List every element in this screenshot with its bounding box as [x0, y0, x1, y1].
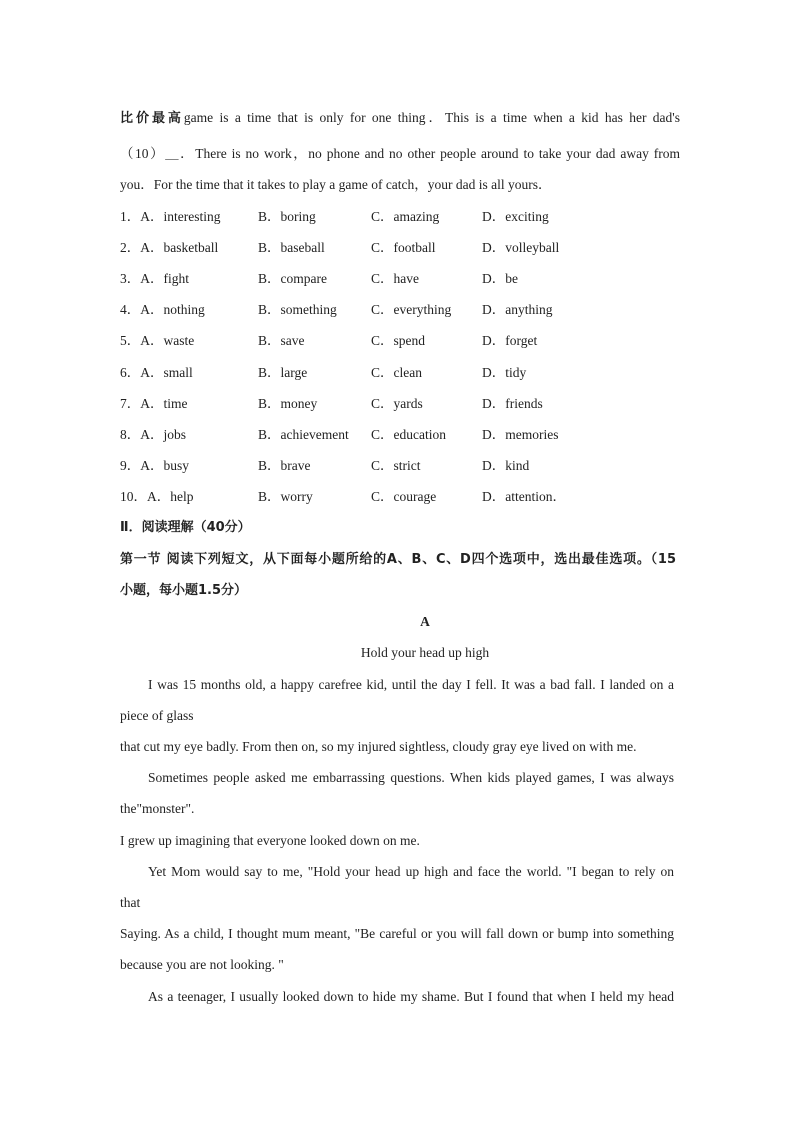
option-b: B．something [258, 302, 337, 317]
intro-bold-prefix: 比价最高 [120, 111, 184, 126]
option-a: 8．A．jobs [120, 427, 187, 442]
passage-line: the"monster". [120, 801, 195, 816]
option-b: B．large [258, 365, 308, 380]
option-d: D．exciting [482, 209, 549, 224]
passage-line: that cut my eye badly. From then on, so my injured sightless, cloudy gray eye lived on with me. [120, 739, 637, 754]
option-d: D．friends [482, 396, 543, 411]
option-c: C．have [371, 271, 419, 286]
option-a: 5．A．waste [120, 333, 195, 348]
option-b: B．brave [258, 458, 311, 473]
option-c: C．spend [371, 333, 425, 348]
option-d: D．kind [482, 458, 530, 473]
option-a: 6．A．small [120, 365, 193, 380]
option-a: 9．A．busy [120, 458, 190, 473]
passage-line: piece of glass [120, 708, 194, 723]
passage-line: because you are not looking. " [120, 957, 284, 972]
option-b: B．save [258, 333, 305, 348]
option-c: C．yards [371, 396, 423, 411]
option-b: B．compare [258, 271, 327, 286]
option-b: B．baseball [258, 240, 325, 255]
option-c: C．clean [371, 365, 422, 380]
intro-line-1 [120, 109, 680, 128]
option-c: C．courage [371, 489, 437, 504]
passage-label: A [420, 614, 430, 629]
option-c: C．amazing [371, 209, 440, 224]
passage-line: Yet Mom would say to me, "Hold your head up high and face the world. "I began to rely on [148, 864, 674, 879]
option-row [120, 270, 680, 288]
option-row [120, 301, 680, 319]
option-d: D．anything [482, 302, 553, 317]
passage-line: that [120, 895, 141, 910]
intro-line-3: you．For the time that it takes to play a game of catch，your dad is all yours． [120, 177, 552, 192]
option-row [120, 364, 680, 382]
option-a: 3．A．fight [120, 271, 189, 286]
option-b: B．money [258, 396, 318, 411]
passage-line: As a teenager, I usually looked down to hide my shame. But I found that when I held my head [148, 989, 674, 1004]
section-instruction-line-2: 小题，每小题1.5分） [120, 583, 248, 598]
option-row [120, 426, 680, 444]
option-b: B．worry [258, 489, 313, 504]
option-row [120, 332, 680, 350]
option-d: D．memories [482, 427, 559, 442]
option-d: D．volleyball [482, 240, 560, 255]
option-d: D．forget [482, 333, 538, 348]
option-b: B．boring [258, 209, 316, 224]
option-a: 2．A．basketball [120, 240, 219, 255]
section-instruction-line-1: 第一节 阅读下列短文，从下面每小题所给的A、B、C、D四个选项中，选出最佳选项。（15 [120, 552, 676, 567]
option-d: D．tidy [482, 365, 527, 380]
option-c: C．football [371, 240, 436, 255]
option-a: 4．A．nothing [120, 302, 205, 317]
option-a: 7．A．time [120, 396, 188, 411]
option-d: D．be [482, 271, 518, 286]
option-b: B．achievement [258, 427, 349, 442]
option-d: D．attention． [482, 489, 566, 504]
passage-line: Saying. As a child, I thought mum meant, "Be careful or you will fall down or bump into something [120, 926, 674, 941]
option-row [120, 395, 680, 413]
passage-line: I grew up imagining that everyone looked down on me. [120, 833, 420, 848]
option-c: C．everything [371, 302, 452, 317]
option-a: 1．A．interesting [120, 209, 221, 224]
passage-line: Sometimes people asked me embarrassing questions. When kids played games, I was always [148, 770, 674, 785]
option-c: C．education [371, 427, 446, 442]
section-heading: Ⅱ．阅读理解（40分） [120, 520, 251, 535]
option-a: 10．A．help [120, 489, 194, 504]
intro-line-1-text: game is a time that is only for one thing．This is a time when a kid has her dad's [183, 110, 680, 125]
option-c: C．strict [371, 458, 421, 473]
option-row [120, 457, 680, 475]
intro-line-2: （10）＿．There is no work，no phone and no other people around to take your dad away from [120, 146, 680, 161]
passage-title: Hold your head up high [360, 645, 490, 660]
passage-line: I was 15 months old, a happy carefree kid, until the day I fell. It was a bad fall. I landed on a [148, 677, 674, 692]
option-row [120, 208, 680, 226]
option-row [120, 239, 680, 257]
option-row [120, 488, 680, 506]
